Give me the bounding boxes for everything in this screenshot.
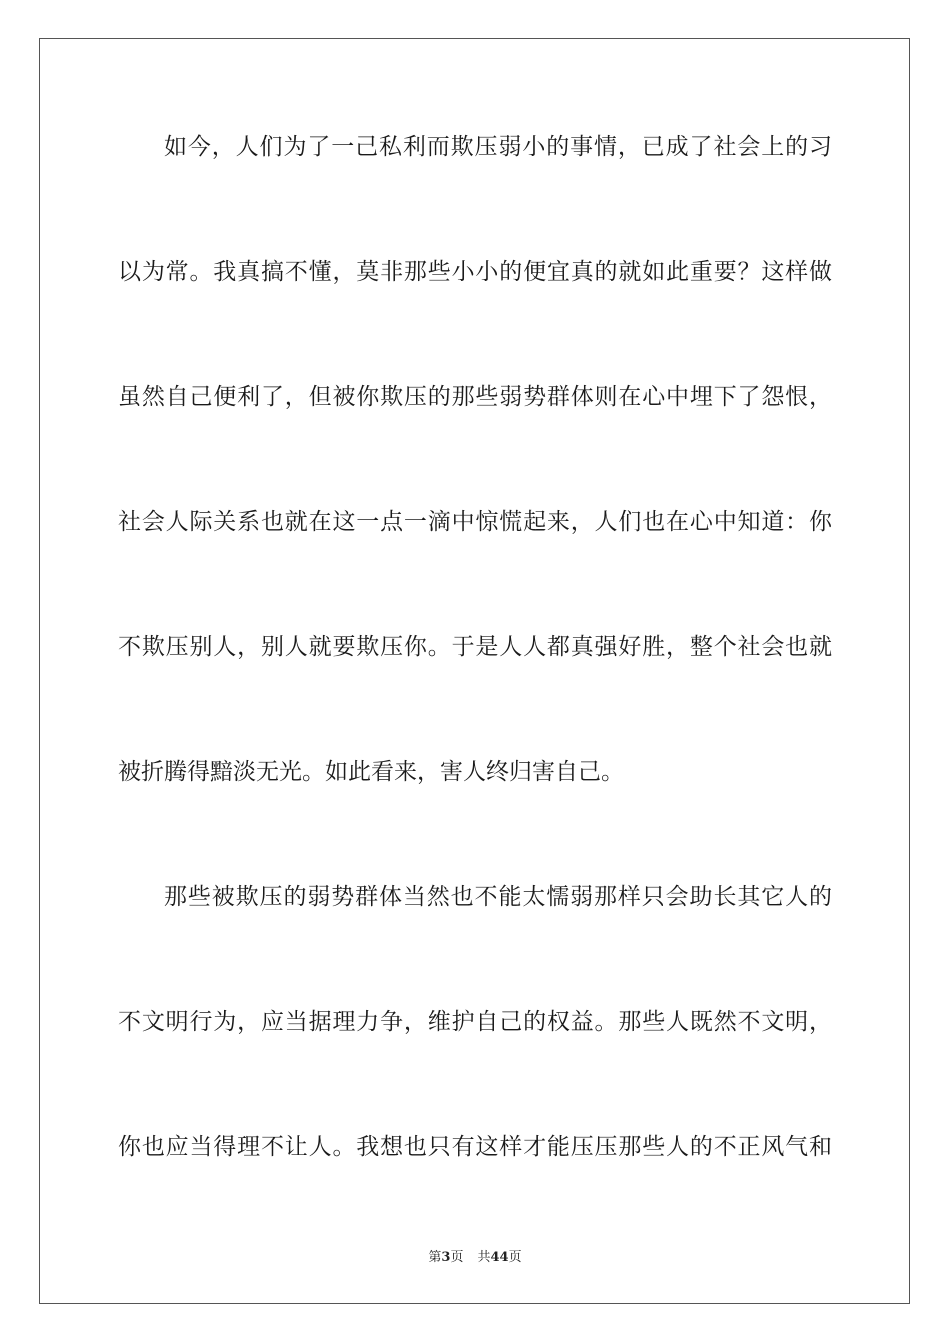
- paragraph-line: 以为常。我真搞不懂，莫非那些小小的便宜真的就如此重要？这样做: [118, 259, 832, 285]
- total-pages: 44: [490, 1250, 509, 1265]
- page-footer: [0, 1246, 950, 1265]
- paragraph-line: 社会人际关系也就在这一点一滴中惊慌起来，人们也在心中知道：你: [118, 509, 832, 535]
- paragraph-line: 那些被欺压的弱势群体当然也不能太懦弱那样只会助长其它人的: [164, 884, 832, 910]
- paragraph-line: 如今，人们为了一己私利而欺压弱小的事情，已成了社会上的习: [164, 134, 832, 160]
- paragraph-line: 被折腾得黯淡无光。如此看来，害人终归害自己。: [118, 759, 624, 785]
- page-suffix: 页: [450, 1250, 464, 1265]
- page-number: 3: [441, 1250, 451, 1265]
- paragraph-line: 不文明行为，应当据理力争，维护自己的权益。那些人既然不文明，: [118, 1009, 832, 1035]
- paragraph-line: 你也应当得理不让人。我想也只有这样才能压压那些人的不正风气和: [118, 1134, 832, 1160]
- total-prefix: 共: [477, 1250, 491, 1265]
- paragraph-line: 不欺压别人，别人就要欺压你。于是人人都真强好胜，整个社会也就: [118, 634, 832, 660]
- page-border: [39, 38, 910, 1304]
- total-suffix: 页: [508, 1250, 522, 1265]
- page-prefix: 第: [428, 1250, 442, 1265]
- paragraph-line: 虽然自己便利了，但被你欺压的那些弱势群体则在心中埋下了怨恨，: [118, 384, 832, 410]
